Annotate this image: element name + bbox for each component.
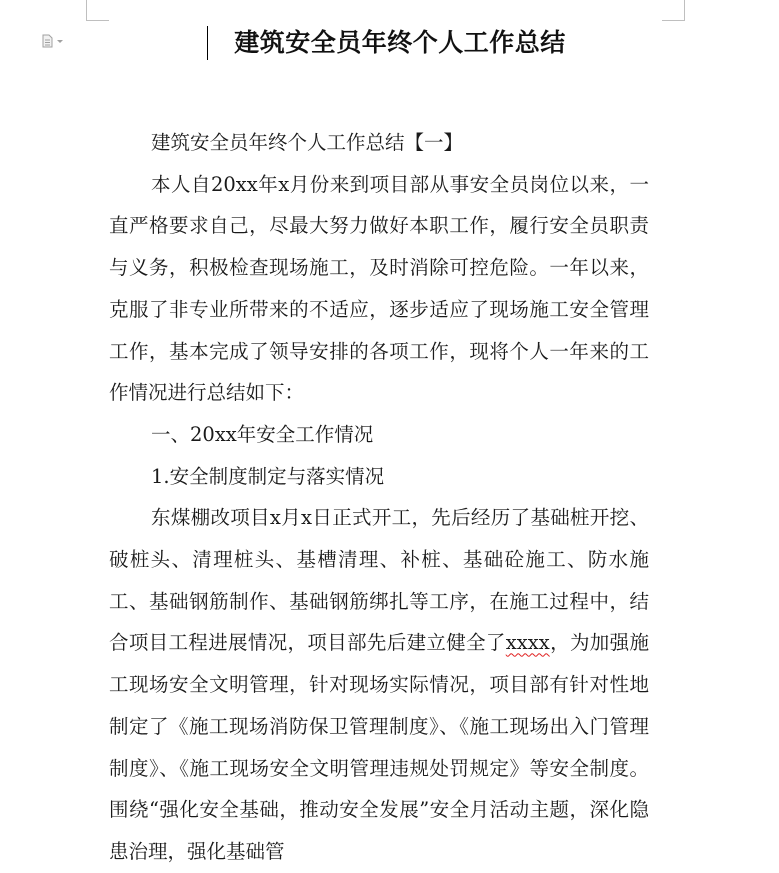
paragraph-project[interactable] [109,497,649,872]
paragraph-project-text: 东煤棚改项目x月x日正式开工，先后经历了基础桩开挖、破桩头、清理桩头、基槽清理、补桩、基础砼施工、防水施工、基础钢筋制作、基础钢筋绑扎等工序，在施工过程中，结合项目工程进展情况，项目部先后建立健全了 [109,506,649,655]
paragraph-intro[interactable]: 本人自20xx年x月份来到项目部从事安全员岗位以来，一直严格要求自己，尽最大努力做好本职工作，履行安全员职责与义务，积极检查现场施工，及时消除可控危险。一年以来，克服了非专业所带来的不适应，逐步适应了现场施工安全管理工作，基本完成了领导安排的各项工作，现将个人一年来的工作情况进行总结如下： [109,172,649,405]
heading-safety-system[interactable]: 1.安全制度制定与落实情况 [151,464,385,488]
text-cursor [207,26,208,60]
document-title[interactable]: 建筑安全员年终个人工作总结 [234,28,566,57]
crop-mark-top-left [86,0,109,21]
document-body[interactable] [109,122,649,873]
section-heading[interactable]: 建筑安全员年终个人工作总结【一】 [151,131,464,154]
paragraph-project-rest: ，为加强施工现场安全文明管理，针对现场实际情况，项目部有针对性地制定了《施工现场消防保卫管理制度》、《施工现场出入门管理制度》、《施工现场安全文明管理违规处罚规定》等安全制度。围绕“强化安全基础，推动安全发展”安全月活动主题，深化隐患治理，强化基础管 [109,631,649,863]
misspelled-word[interactable]: xxxx [505,631,550,655]
heading-safety-work[interactable]: 一、20xx年安全工作情况 [151,422,374,446]
crop-mark-top-right [662,0,685,21]
